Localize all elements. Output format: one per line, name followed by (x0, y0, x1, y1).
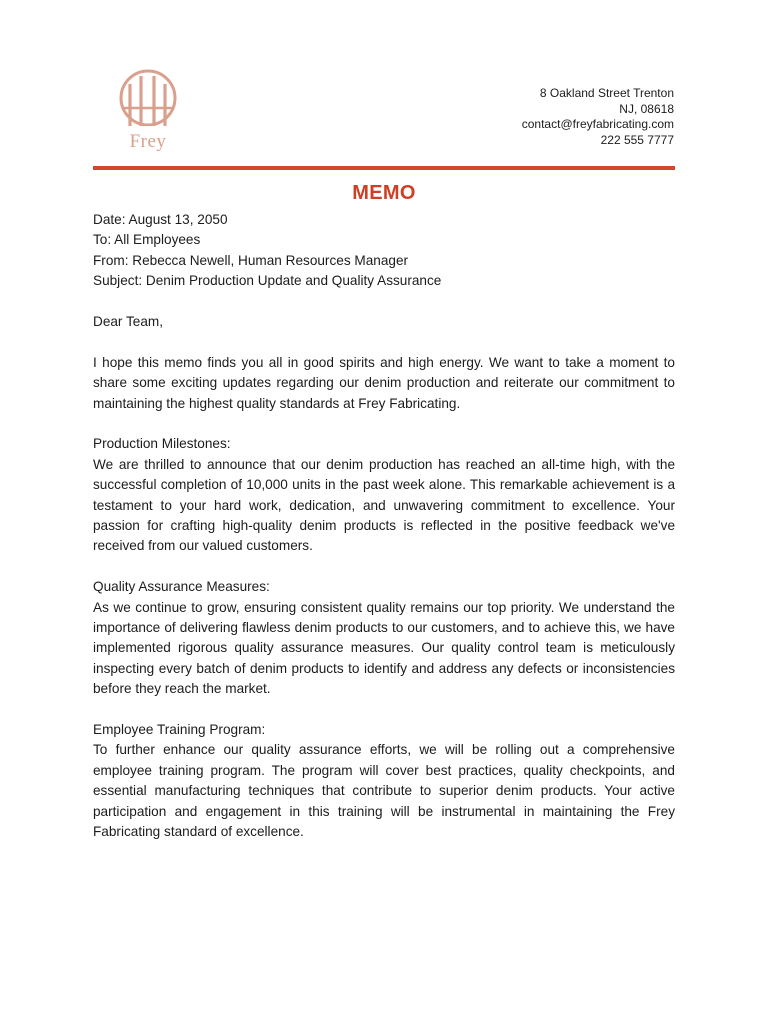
section-heading-production: Production Milestones: (93, 436, 231, 452)
contact-email[interactable]: contact@freyfabricating.com (521, 117, 674, 132)
memo-intro: I hope this memo finds you all in good spirits and high energy. We want to take a moment to share some exciting updates regarding our denim production and reiterate our commitment to maintaining the highest quality standards at Frey Fabricating. (93, 354, 675, 411)
memo-greeting: Dear Team, (93, 314, 164, 330)
memo-to: To: All Employees (93, 232, 201, 248)
header-divider (93, 166, 675, 170)
contact-phone: 222 555 7777 (600, 132, 674, 147)
section-heading-quality: Quality Assurance Measures: (93, 579, 270, 595)
section-heading-training: Employee Training Program: (93, 722, 266, 738)
memo-body (93, 210, 675, 843)
address-line-2: NJ, 08618 (619, 101, 674, 116)
memo-subject: Subject: Denim Production Update and Quality Assurance (93, 273, 442, 289)
contact-block (374, 86, 674, 148)
logo-emblem-icon (113, 68, 183, 132)
address-line-1: 8 Oakland Street Trenton (539, 86, 674, 100)
logo-wordmark: Frey (129, 131, 167, 152)
memo-from: From: Rebecca Newell, Human Resources Manager (93, 252, 409, 268)
company-logo (113, 68, 183, 156)
section-body-production: We are thrilled to announce that our denim production has reached an all-time high, with the successful completion of 10,000 units in the past week alone. This remarkable achievement is a testament to your hard work, dedication, and unwavering commitment to excellence. Your passion for crafting high-quality denim products is reflected in the positive feedback we've received from our valued customers. (93, 456, 675, 554)
section-body-training: To further enhance our quality assurance efforts, we will be rolling out a comprehensive employee training program. The program will cover best practices, quality checkpoints, and essential manufacturing techniques that contribute to superior denim products. Your active participation and engagement in this training will be instrumental in maintaining the Frey Fabricating standard of excellence. (93, 742, 675, 840)
memo-date: Date: August 13, 2050 (93, 212, 228, 227)
section-body-quality: As we continue to grow, ensuring consistent quality remains our top priority. We understand the importance of delivering flawless denim products to our customers, and to achieve this, we have implemented rigorous quality assurance measures. Our quality control team is meticulously inspecting every batch of denim products to identify and address any defects or inconsistencies before they reach the market. (93, 599, 675, 697)
memo-title: MEMO (352, 182, 416, 204)
